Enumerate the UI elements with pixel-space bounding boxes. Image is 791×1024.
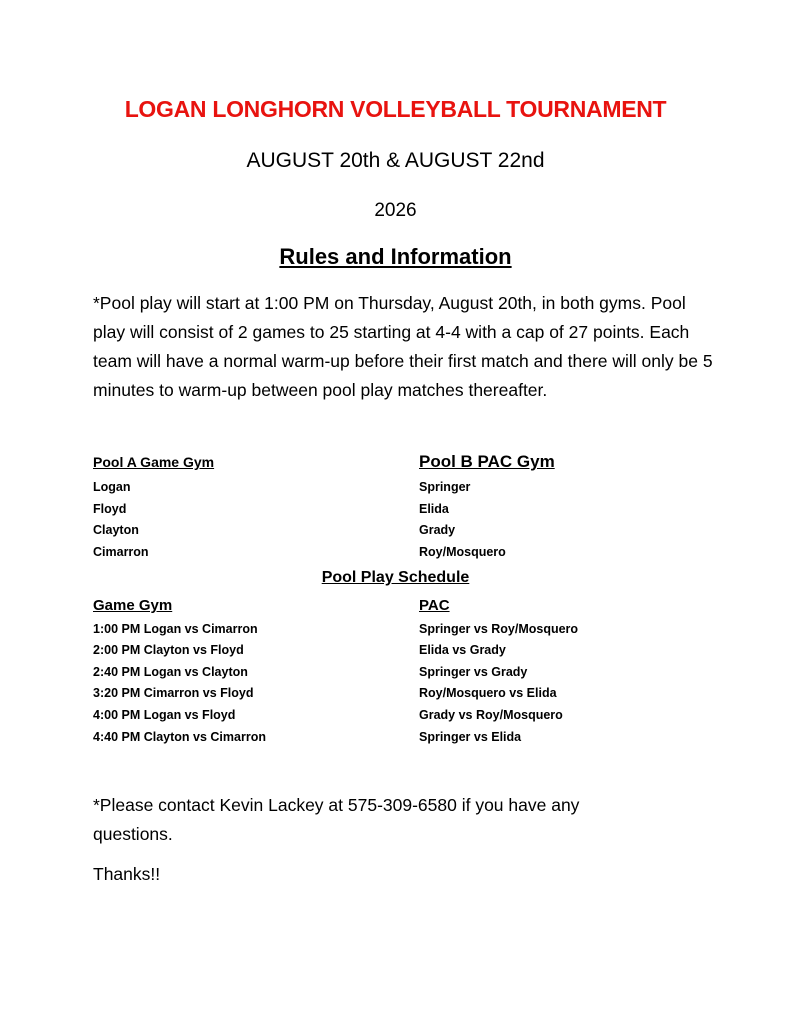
pool-b-heading: Pool B PAC Gym (419, 452, 555, 471)
game-gym-heading: Game Gym (93, 597, 173, 614)
pool-b-team: Grady (419, 523, 456, 537)
pool-a-heading: Pool A Game Gym (93, 454, 215, 470)
pool-b-team: Roy/Mosquero (419, 545, 506, 559)
schedule-heading (0, 569, 791, 587)
pool-b-team: Springer (419, 480, 471, 494)
game-gym-match: 2:40 PM Logan vs Clayton (93, 665, 248, 679)
pac-match: Springer vs Elida (419, 730, 522, 744)
section-heading-text: Rules and Information (279, 244, 512, 269)
pool-a-team: Logan (93, 480, 131, 494)
tournament-title: LOGAN LONGHORN VOLLEYBALL TOURNAMENT (124, 96, 667, 122)
pool-a-team: Clayton (93, 523, 139, 537)
game-gym-match: 3:20 PM Cimarron vs Floyd (93, 686, 254, 700)
contact-paragraph: *Please contact Kevin Lackey at 575-309-6580 if you have any questions. (93, 795, 580, 844)
tournament-year: 2026 (374, 200, 417, 221)
closing-text: Thanks!! (93, 864, 161, 884)
pac-heading: PAC (419, 597, 450, 614)
tournament-dates: AUGUST 20th & AUGUST 22nd (246, 149, 545, 172)
intro-paragraph: *Pool play will start at 1:00 PM on Thursday, August 20th, in both gyms. Pool play will consist of 2 games to 25 starting at 4-4 with a cap of 27 points. Each team will have a normal warm-up before their first match and there will only be 5 minutes to warm-up between pool play matches thereafter. (93, 293, 713, 400)
section-heading (0, 244, 791, 270)
schedule-heading-text: Pool Play Schedule (321, 569, 470, 586)
pool-a-team: Floyd (93, 502, 127, 516)
pac-match: Grady vs Roy/Mosquero (419, 708, 563, 722)
game-gym-match: 4:00 PM Logan vs Floyd (93, 708, 236, 722)
pac-match: Roy/Mosquero vs Elida (419, 686, 557, 700)
game-gym-match: 1:00 PM Logan vs Cimarron (93, 622, 258, 636)
pac-match: Springer vs Grady (419, 665, 528, 679)
pac-match: Elida vs Grady (419, 643, 506, 657)
pool-a-team: Cimarron (93, 545, 149, 559)
game-gym-match: 4:40 PM Clayton vs Cimarron (93, 730, 266, 744)
game-gym-match: 2:00 PM Clayton vs Floyd (93, 643, 244, 657)
pool-b-team: Elida (419, 502, 449, 516)
pac-match: Springer vs Roy/Mosquero (419, 622, 579, 636)
